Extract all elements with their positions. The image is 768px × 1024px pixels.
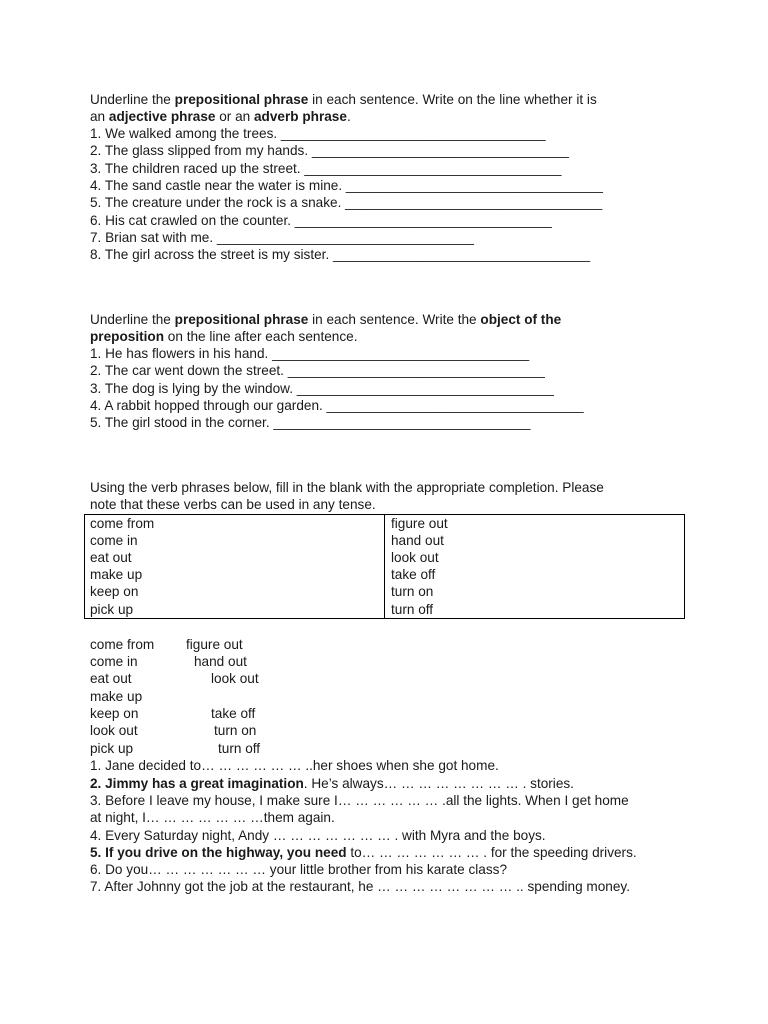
instruction-bold: prepositional phrase	[174, 312, 309, 327]
verb-list-item: hand out	[194, 654, 247, 669]
instruction-text: on the line after each sentence.	[164, 329, 358, 344]
verb-list-item: eat out	[90, 671, 132, 686]
table-cell-left: come from	[90, 516, 155, 531]
table-cell-left: pick up	[90, 602, 134, 617]
table-cell-right: hand out	[391, 533, 444, 548]
table-cell-right: figure out	[391, 516, 448, 531]
verb-list-item: look out	[211, 671, 259, 686]
exercise-text: to… … … … … … … . for the speeding drivers.	[350, 845, 637, 860]
exercise-item: at night, I… … … … … … …them again.	[90, 810, 335, 825]
exercise-item: 8. The girl across the street is my sister. __________________________________	[90, 247, 591, 262]
verb-list-item: take off	[211, 706, 256, 721]
table-cell-right: look out	[391, 550, 439, 565]
verb-list-item: come in	[90, 654, 138, 669]
exercise-item: 6. Do you… … … … … … … your little brother from his karate class?	[90, 862, 508, 877]
section2-instructions-line1	[90, 311, 561, 328]
exercise-bold: 2. Jimmy has a great imagination	[90, 776, 304, 791]
exercise-item: 7. Brian sat with me. __________________________________	[90, 230, 474, 245]
section3-instructions-line1: Using the verb phrases below, fill in the blank with the appropriate completion. Please	[90, 480, 604, 495]
exercise-item: 3. The dog is lying by the window. __________________________________	[90, 381, 554, 396]
exercise-item: 5. The creature under the rock is a snake. __________________________________	[90, 195, 603, 210]
exercise-item: 2. The glass slipped from my hands. __________________________________	[90, 143, 569, 158]
instruction-bold: preposition	[90, 329, 165, 344]
table-cell-left: make up	[90, 567, 143, 582]
table-cell-left: keep on	[90, 584, 139, 599]
instruction-text: in each sentence. Write the	[308, 312, 481, 327]
instruction-bold: object of the	[480, 312, 562, 327]
verb-list-item: look out	[90, 723, 138, 738]
table-cell-right: turn on	[391, 584, 434, 599]
verb-list-item: come from	[90, 637, 155, 652]
instruction-bold: adverb phrase	[254, 109, 347, 124]
exercise-item: 4. A rabbit hopped through our garden. __________________________________	[90, 398, 584, 413]
instruction-text: or an	[215, 109, 254, 124]
exercise-item: 1. He has flowers in his hand. __________________________________	[90, 346, 530, 361]
exercise-item: 4. The sand castle near the water is mine. __________________________________	[90, 178, 603, 193]
verb-list-item: turn on	[214, 723, 257, 738]
table-divider	[384, 515, 385, 618]
verb-phrase-table	[84, 514, 685, 619]
verb-list-item: keep on	[90, 706, 139, 721]
verb-list-item: figure out	[186, 637, 243, 652]
exercise-item	[90, 775, 574, 792]
exercise-item: 2. The car went down the street. __________________________________	[90, 363, 545, 378]
exercise-item: 5. The girl stood in the corner. __________________________________	[90, 415, 531, 430]
section3-instructions-line2: note that these verbs can be used in any tense.	[90, 497, 376, 512]
section1-instructions-line2	[90, 108, 351, 125]
exercise-bold: 5. If you drive on the highway, you need	[90, 845, 351, 860]
verb-list-item: turn off	[218, 741, 261, 756]
table-cell-right: take off	[391, 567, 436, 582]
instruction-text: an	[90, 109, 109, 124]
table-cell-left: come in	[90, 533, 138, 548]
instruction-bold: prepositional phrase	[174, 92, 309, 107]
instruction-text: Underline the	[90, 312, 175, 327]
section2-instructions-line2	[90, 328, 357, 345]
table-cell-right: turn off	[391, 602, 434, 617]
exercise-item: 1. We walked among the trees. ___________________________________	[90, 126, 546, 141]
exercise-item: 3. The children raced up the street. __________________________________	[90, 161, 562, 176]
exercise-item	[90, 844, 637, 861]
verb-list-item: pick up	[90, 741, 134, 756]
instruction-text: in each sentence. Write on the line whether it is	[308, 92, 597, 107]
exercise-item: 6. His cat crawled on the counter. __________________________________	[90, 213, 552, 228]
instruction-bold: adjective phrase	[108, 109, 216, 124]
exercise-item: 1. Jane decided to… … … … … … ..her shoes when she got home.	[90, 758, 499, 773]
instruction-text: .	[346, 109, 351, 124]
exercise-item: 4. Every Saturday night, Andy … … … … … … … . with Myra and the boys.	[90, 828, 546, 843]
table-cell-left: eat out	[90, 550, 132, 565]
instruction-text: Underline the	[90, 92, 175, 107]
exercise-item: 3. Before I leave my house, I make sure I… … … … … … .all the lights. When I get home	[90, 793, 629, 808]
exercise-text: . He’s always… … … … … … … … . stories.	[303, 776, 574, 791]
verb-list-item: make up	[90, 689, 143, 704]
section1-instructions-line1	[90, 91, 597, 108]
exercise-item: 7. After Johnny got the job at the restaurant, he … … … … … … … … .. spending money.	[90, 879, 630, 894]
